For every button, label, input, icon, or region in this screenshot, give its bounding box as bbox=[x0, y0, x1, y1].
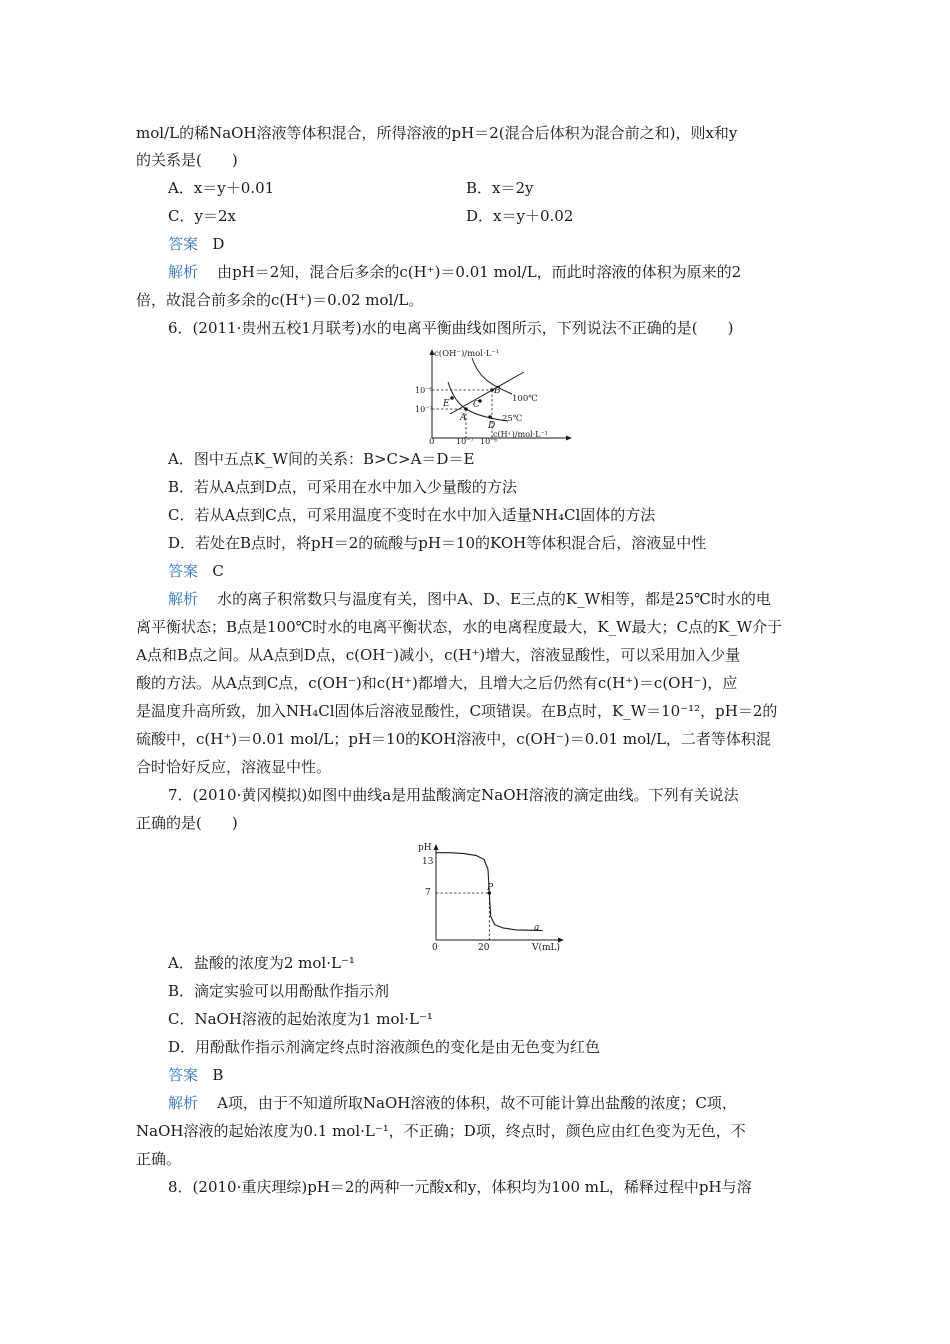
point-e bbox=[450, 396, 454, 400]
q6-ionization-curve-figure bbox=[400, 346, 580, 446]
q6-option-b: B．若从A点到D点，可采用在水中加入少量酸的方法 bbox=[168, 478, 517, 496]
q6-analysis-line5: 是温度升高所致，加入NH₄Cl固体后溶液显酸性，C项错误。在B点时，K_W＝10⁻¹²，pH＝2的 bbox=[136, 702, 778, 720]
y-tick-1e-7: 10⁻⁷ bbox=[415, 405, 433, 414]
curve-25c-label: 25℃ bbox=[502, 414, 523, 424]
curve-a-label: a bbox=[534, 923, 540, 933]
point-a bbox=[464, 407, 468, 411]
analysis-label: 解析 bbox=[168, 1094, 199, 1112]
curve-100c-label: 100℃ bbox=[512, 394, 538, 404]
point-d-label: D bbox=[488, 421, 496, 431]
q6-analysis-line6: 硫酸中，c(H⁺)＝0.01 mol/L；pH＝10的KOH溶液中，c(OH⁻)＝0.01 mol/L，二者等体积混 bbox=[136, 730, 771, 748]
answer-value: C bbox=[212, 562, 224, 580]
x-axis-label: V(mL) bbox=[532, 943, 561, 952]
x-tick-1e-7: 10⁻⁷ bbox=[456, 437, 474, 446]
q7-option-a: A．盐酸的浓度为2 mol·L⁻¹ bbox=[168, 954, 355, 972]
q5-option-b: B．x＝2y bbox=[466, 179, 534, 197]
q5-option-d: D．x＝y＋0.02 bbox=[466, 207, 574, 225]
q6-option-c: C．若从A点到C点，可采用温度不变时在水中加入适量NH₄Cl固体的方法 bbox=[168, 506, 656, 524]
y-axis-label: pH bbox=[418, 843, 432, 853]
q6-option-a: A．图中五点K_W间的关系：B>C>A＝D＝E bbox=[168, 450, 475, 468]
q6-answer bbox=[168, 560, 224, 582]
q7-titration-chart bbox=[410, 840, 576, 952]
point-d bbox=[488, 415, 492, 419]
q6-analysis-line4: 酸的方法。从A点到C点，c(OH⁻)和c(H⁺)都增大，且增大之后仍然有c(H⁺)＝c(OH⁻)，应 bbox=[136, 674, 738, 692]
q5-answer bbox=[168, 233, 224, 255]
q5-stem-line1: mol/L的稀NaOH溶液等体积混合，所得溶液的pH＝2(混合后体积为混合前之和)，则x和y bbox=[136, 124, 738, 142]
q6-analysis-line2: 离平衡状态；B点是100℃时水的电离平衡状态，水的电离程度最大，K_W最大；C点的K_W介于 bbox=[136, 618, 783, 636]
analysis-text: 水的离子积常数只与温度有关，图中A、D、E三点的K_W相等，都是25℃时水的电 bbox=[217, 590, 771, 608]
q5-stem-line2: 的关系是( ) bbox=[136, 151, 238, 169]
answer-label: 答案 bbox=[168, 235, 199, 253]
q6-analysis-line3: A点和B点之间。从A点到D点，c(OH⁻)减小，c(H⁺)增大，溶液显酸性，可以采用加入少量 bbox=[136, 646, 741, 664]
q7-option-c: C．NaOH溶液的起始浓度为1 mol·L⁻¹ bbox=[168, 1010, 433, 1028]
analysis-label: 解析 bbox=[168, 590, 199, 608]
q8-stem: 8．(2010·重庆理综)pH＝2的两种一元酸x和y，体积均为100 mL，稀释过程中pH与溶 bbox=[168, 1178, 752, 1196]
q7-analysis-line2: NaOH溶液的起始浓度为0.1 mol·L⁻¹，不正确；D项，终点时，颜色应由红色变为无色，不 bbox=[136, 1122, 746, 1140]
q7-answer bbox=[168, 1064, 223, 1086]
answer-label: 答案 bbox=[168, 562, 199, 580]
q7-option-b: B．滴定实验可以用酚酞作指示剂 bbox=[168, 982, 390, 1000]
answer-value: B bbox=[212, 1066, 224, 1084]
analysis-text: A项，由于不知道所取NaOH溶液的体积，故不可能计算出盐酸的浓度；C项， bbox=[217, 1094, 737, 1112]
analysis-text: 由pH＝2知，混合后多余的c(H⁺)＝0.01 mol/L，而此时溶液的体积为原来的2 bbox=[217, 263, 742, 281]
y-axis-arrow bbox=[434, 844, 439, 850]
origin-label: 0 bbox=[432, 943, 438, 952]
x-axis-label: c(H⁺)/mol·L⁻¹ bbox=[493, 430, 548, 439]
q7-option-d: D．用酚酞作指示剂滴定终点时溶液颜色的变化是由无色变为红色 bbox=[168, 1038, 601, 1056]
x-tick-20: 20 bbox=[478, 943, 490, 952]
point-e-label: E bbox=[443, 399, 450, 409]
q5-option-a: A．x＝y＋0.01 bbox=[168, 179, 275, 197]
y-tick-7: 7 bbox=[425, 888, 431, 898]
q7-stem-line1: 7．(2010·黄冈模拟)如图中曲线a是用盐酸滴定NaOH溶液的滴定曲线。下列有关说法 bbox=[168, 786, 739, 804]
q6-stem: 6．(2011·贵州五校1月联考)水的电离平衡曲线如图所示，下列说法不正确的是( ) bbox=[168, 319, 734, 337]
analysis-label: 解析 bbox=[168, 263, 199, 281]
answer-label: 答案 bbox=[168, 1066, 199, 1084]
y-tick-13: 13 bbox=[422, 857, 434, 867]
q7-analysis-line3: 正确。 bbox=[136, 1150, 182, 1168]
q6-analysis-line1 bbox=[168, 588, 818, 612]
point-c-label: C bbox=[473, 400, 480, 410]
q6-analysis-line7: 合时恰好反应，溶液显中性。 bbox=[136, 758, 332, 776]
q5-option-c: C．y＝2x bbox=[168, 207, 236, 225]
q7-stem-line2: 正确的是( ) bbox=[136, 814, 238, 832]
y-tick-1e-6: 10⁻⁶ bbox=[415, 386, 433, 395]
x-axis-arrow bbox=[558, 938, 564, 943]
point-a-label: A bbox=[460, 413, 467, 423]
q5-analysis-line1 bbox=[168, 261, 818, 285]
x-tick-1e-6: 10⁻⁶ bbox=[480, 437, 498, 446]
x-axis-arrow bbox=[566, 436, 572, 441]
point-p-label: P bbox=[487, 883, 494, 893]
origin-label: 0 bbox=[429, 437, 435, 446]
neutral-line bbox=[450, 372, 524, 414]
point-b-label: B bbox=[494, 386, 501, 396]
answer-value: D bbox=[212, 235, 225, 253]
q6-option-d: D．若处在B点时，将pH＝2的硫酸与pH＝10的KOH等体积混合后，溶液显中性 bbox=[168, 534, 707, 552]
y-axis-label: c(OH⁻)/mol·L⁻¹ bbox=[434, 349, 500, 359]
q7-analysis-line1 bbox=[168, 1092, 818, 1116]
q5-analysis-line2: 倍，故混合前多余的c(H⁺)＝0.02 mol/L。 bbox=[136, 291, 424, 309]
